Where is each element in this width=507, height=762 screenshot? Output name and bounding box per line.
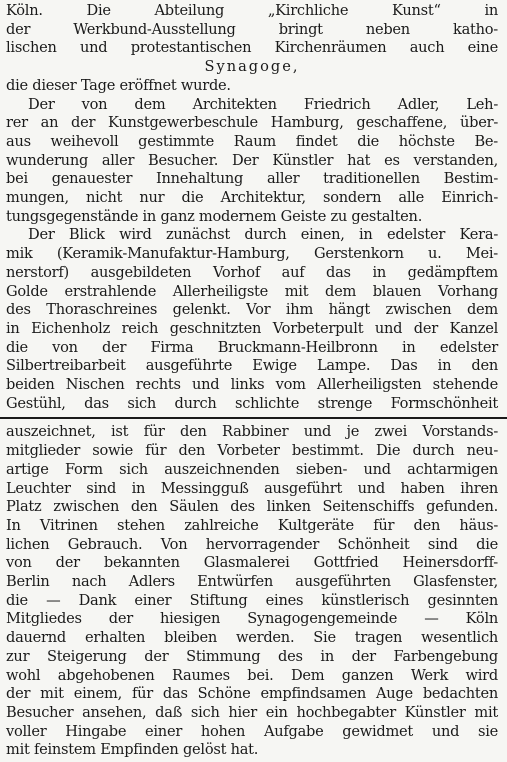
text-line: lichen Gebrauch. Von hervorragender Schönheit sind die [6,535,498,553]
text-line: Leuchter sind in Messingguß ausgeführt und haben ihren [6,479,498,497]
text-line: zur Steigerung der Stimmung des in der Farbengebung [6,647,498,665]
text-line: lischen und protestantischen Kirchenräumen auch eine [6,39,498,57]
text-line: beiden Nischen rechts und links vom Allerheiligsten stehende [6,376,498,393]
column-divider [0,417,507,419]
text-line: mungen, nicht nur die Architektur, sondern alle Einrich- [6,189,498,206]
text-line: die von der Firma Bruckmann-Heilbronn in edelster [6,338,498,356]
text-line: der Werkbund-Ausstellung bringt neben katho- [6,20,498,38]
text-line: Berlin nach Adlers Entwürfen ausgeführten Glasfenster, [6,573,498,590]
text-line: die — Dank einer Stiftung eines künstlerisch gesinnten [6,591,498,609]
text-line: voller Hingabe einer hohen Aufgabe gewidmet und sie [6,722,498,740]
text-line: Der von dem Architekten Friedrich Adler, Leh- [28,95,498,113]
text-line: auszeichnet, ist für den Rabbiner und je zwei Vorstands- [6,423,498,441]
text-line: mit feinstem Empfinden gelöst hat. [6,741,259,759]
text-line: die dieser Tage eröffnet wurde. [6,76,231,94]
text-line: Golde erstrahlende Allerheiligste mit dem blauen Vorhang [6,282,498,300]
text-line: wunderung aller Besucher. Der Künstler hat es verstanden, [6,151,498,169]
text-line: des Thoraschreines gelenkt. Vor ihm hängt zwischen dem [6,301,498,319]
text-line: von der bekannten Glasmalerei Gottfried Heinersdorff- [6,554,498,572]
text-line: mitglieder sowie für den Vorbeter bestimmt. Die durch neu- [6,442,498,460]
heading-synagoge: Synagoge, [204,58,300,76]
text-line: Mitgliedes der hiesigen Synagogengemeinde — Köln [6,610,498,628]
text-line: in Eichenholz reich geschnitzten Vorbeterpult und der Kanzel [6,319,498,337]
text-line: aus weihevoll gestimmte Raum findet die höchste Be- [6,132,498,150]
text-line: Silbertreibarbeit ausgeführte Ewige Lampe. Das in den [6,357,498,375]
text-line: dauernd erhalten bleiben werden. Sie tragen wesentlich [6,629,498,647]
text-line: wohl abgehobenen Raumes bei. Dem ganzen Werk wird [6,666,498,684]
text-line: Der Blick wird zunächst durch einen, in edelster Kera- [28,226,498,244]
text-line: der mit einem, für das Schöne empfindsamen Auge bedachten [6,685,498,703]
article-lead-line: Köln. Die Abteilung „Kirchliche Kunst“ in [6,2,498,19]
text-line: Platz zwischen den Säulen des linken Seitenschiffs gefunden. [6,498,498,516]
text-line: artige Form sich auszeichnenden sieben- und achtarmigen [6,460,498,478]
text-line: In Vitrinen stehen zahlreiche Kultgeräte für den häus- [6,516,498,534]
text-line: nerstorf) ausgebildeten Vorhof auf das in gedämpftem [6,263,498,281]
text-line: rer an der Kunstgewerbeschule Hamburg, geschaffene, über- [6,114,498,132]
text-line: Gestühl, das sich durch schlichte strenge Formschönheit [6,394,498,412]
text-line: Besucher ansehen, daß sich hier ein hochbegabter Künstler mit [6,703,498,721]
text-line: bei genauester Innehaltung aller traditionellen Bestim- [6,170,498,188]
text-line: mik (Keramik-Manufaktur-Hamburg, Gerstenkorn u. Mei- [6,245,498,263]
text-line: tungsgegenstände in ganz modernem Geiste zu gestalten. [6,207,423,225]
